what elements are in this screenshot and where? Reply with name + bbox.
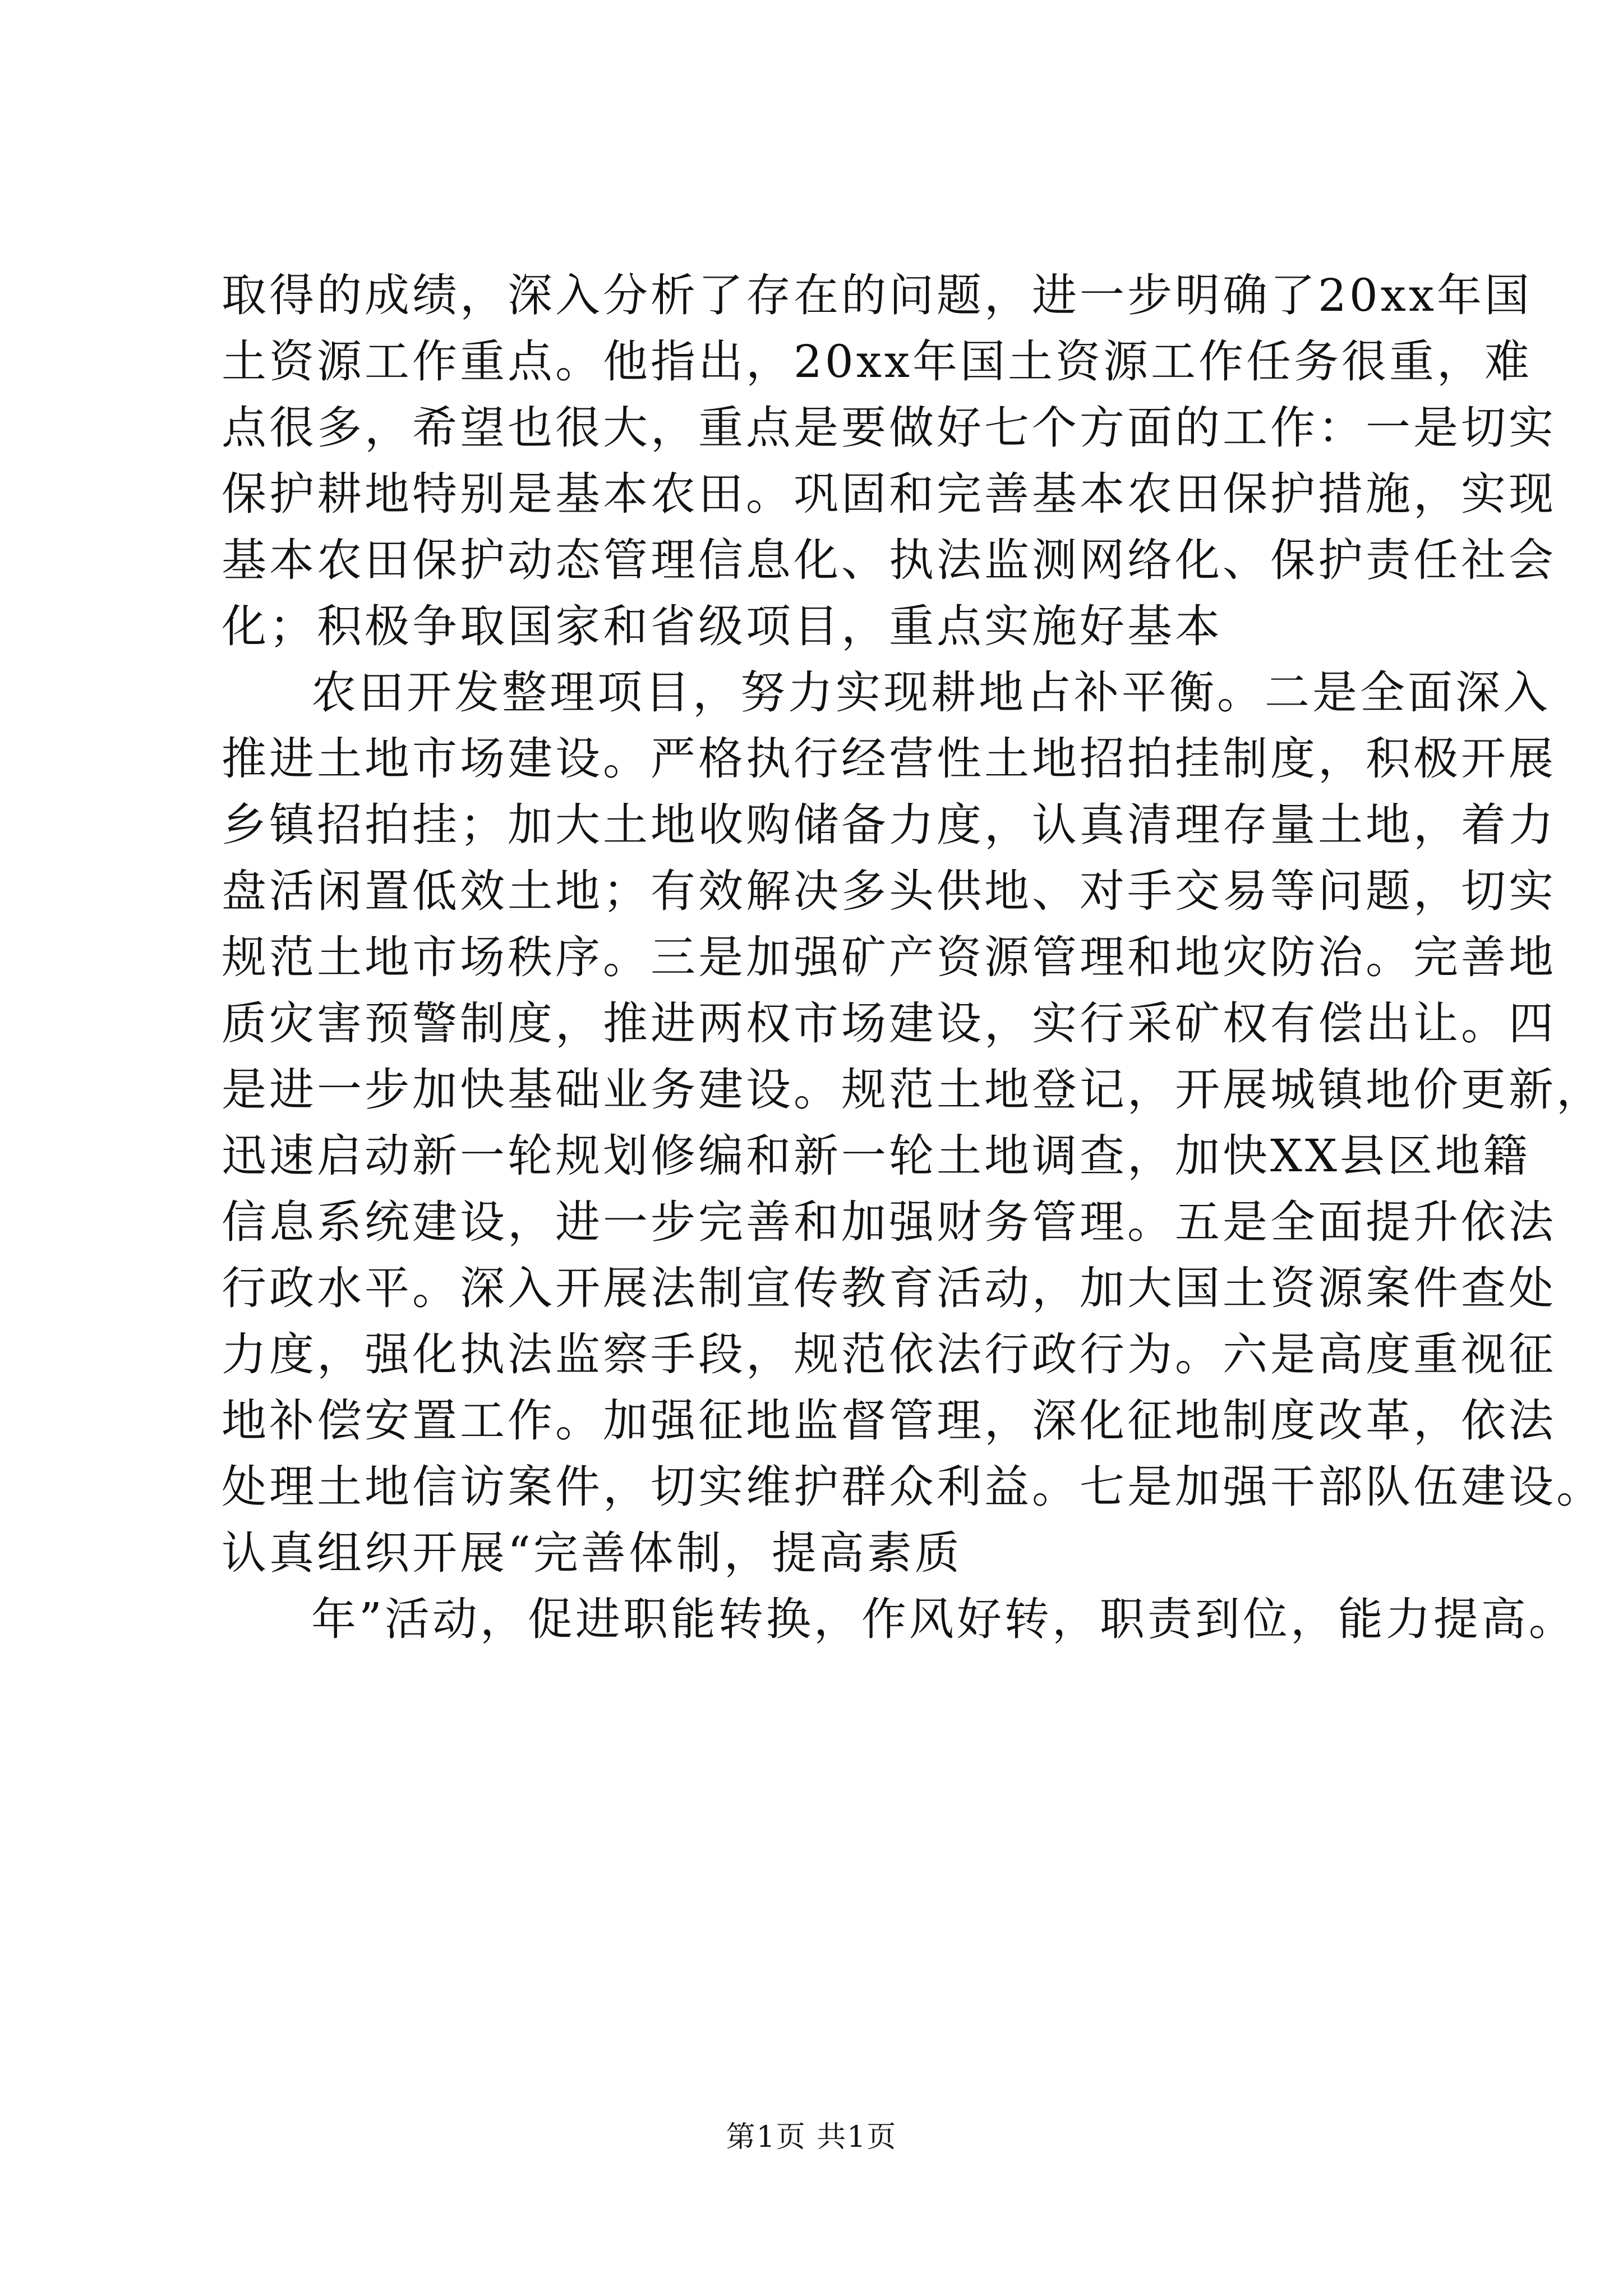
text-line: 乡镇招拍挂；加大土地收购储备力度，认真清理存量土地，着力 [222,799,1556,851]
paragraph-1 [222,263,1556,660]
page-number-label: 第1页 共1页 [726,2120,897,2154]
text-line: 规范土地市场秩序。三是加强矿产资源管理和地灾防治。完善地 [222,931,1556,983]
text-line: 年”活动，促进职能转换，作风好转，职责到位，能力提高。 [311,1593,1576,1645]
text-line: 地补偿安置工作。加强征地监督管理，深化征地制度改革，依法 [222,1395,1556,1447]
text-line: 信息系统建设，进一步完善和加强财务管理。五是全面提升依法 [222,1196,1556,1248]
text-line: 力度，强化执法监察手段，规范依法行政行为。六是高度重视征 [222,1328,1556,1381]
text-line: 质灾害预警制度，推进两权市场建设，实行采矿权有偿出让。四 [222,997,1556,1050]
text-line: 土资源工作重点。他指出，20xx年国土资源工作任务很重，难 [222,335,1533,388]
paragraph-2 [222,660,1604,1586]
text-line: 取得的成绩，深入分析了存在的问题，进一步明确了20xx年国 [222,269,1533,321]
document-body [222,263,1604,1653]
page-footer [0,2118,1623,2157]
text-line: 处理土地信访案件，切实维护群众利益。七是加强干部队伍建设。 [222,1461,1604,1513]
text-line: 是进一步加快基础业务建设。规范土地登记，开展城镇地价更新， [222,1064,1604,1116]
text-line: 盘活闲置低效土地；有效解决多头供地、对手交易等问题，切实 [222,865,1556,917]
text-line: 保护耕地特别是基本农田。巩固和完善基本农田保护措施，实现 [222,468,1556,520]
text-line: 基本农田保护动态管理信息化、执法监测网络化、保护责任社会 [222,534,1556,586]
text-line: 推进土地市场建设。严格执行经营性土地招拍挂制度，积极开展 [222,733,1556,785]
text-line: 化；积极争取国家和省级项目，重点实施好基本 [222,600,1223,652]
text-line: 点很多，希望也很大，重点是要做好七个方面的工作：一是切实 [222,402,1556,454]
text-line: 迅速启动新一轮规划修编和新一轮土地调查，加快XX县区地籍 [222,1130,1530,1182]
text-line: 农田开发整理项目，努力实现耕地占补平衡。二是全面深入 [311,666,1551,719]
paragraph-3 [222,1586,1576,1653]
text-line: 行政水平。深入开展法制宣传教育活动，加大国土资源案件查处 [222,1262,1556,1314]
text-line: 认真组织开展“完善体制，提高素质 [222,1527,962,1579]
